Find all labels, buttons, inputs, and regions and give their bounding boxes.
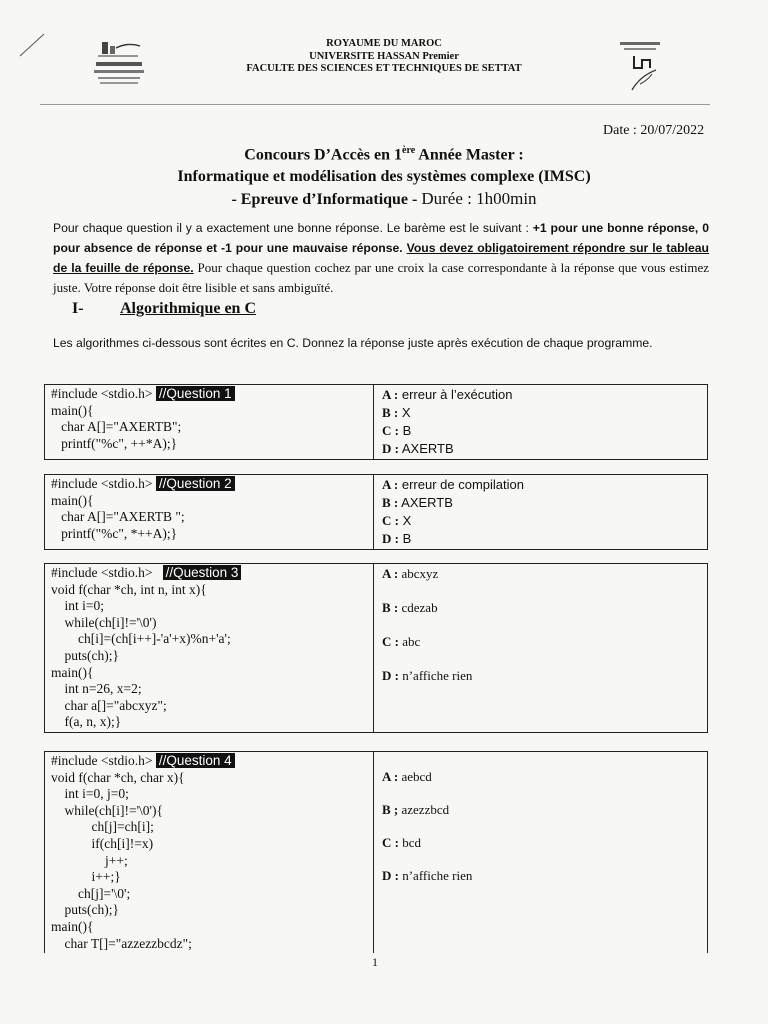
question-label: //Question 4 <box>156 753 235 768</box>
header-divider <box>40 104 710 105</box>
answer-options <box>374 475 708 550</box>
option-a: A : erreur de compilation <box>382 477 524 492</box>
page-number: 1 <box>372 955 378 969</box>
header-line-1: ROYAUME DU MAROC <box>326 38 442 49</box>
option-b: B : AXERTB <box>382 495 453 510</box>
exam-duration: Durée : 1h00min <box>421 189 537 209</box>
question-table <box>44 751 708 953</box>
section-heading: I- Algorithmique en C <box>72 300 256 317</box>
code-block: #include <stdio.h> //Question 1 main(){ char A[]="AXERTB"; printf("%c", ++*A);} <box>45 385 374 460</box>
header-line-3: FACULTE DES SCIENCES ET TECHNIQUES DE SETTAT <box>246 63 522 74</box>
institution-header <box>0 38 768 76</box>
option-d: D : n’affiche rien <box>382 868 473 883</box>
option-c: C : bcd <box>382 835 421 850</box>
option-d: D : B <box>382 531 412 546</box>
option-a: A : erreur à l’exécution <box>382 387 513 402</box>
option-b: B ; azezzbcd <box>382 802 450 817</box>
option-c: C : B <box>382 423 412 438</box>
question-label: //Question 2 <box>156 476 235 491</box>
option-b: B : cdezab <box>382 600 438 615</box>
title-line-3: - Epreuve d’Informatique - Durée : 1h00min <box>231 189 537 209</box>
option-b: B : X <box>382 405 411 420</box>
section-intro: Les algorithmes ci-dessous sont écrites en C. Donnez la réponse juste après exécution de chaque programme. <box>53 336 653 350</box>
header-line-2: UNIVERSITE HASSAN Premier <box>309 50 459 62</box>
exam-date: Date : 20/07/2022 <box>603 123 705 138</box>
answer-options <box>374 385 708 460</box>
title-line-1: Concours D’Accès en 1ère Année Master : <box>244 145 524 164</box>
instructions-paragraph: Pour chaque question il y a exactement une bonne réponse. Le barème est le suivant : +1 pour une bonne réponse, 0 pour absence de réponse et -1 pour une mauvaise réponse. Vous devez obligatoirement répondre sur le tableau de la feuille de réponse. Pour chaque question cochez par une croix la case correspondante à la réponse que vous estimez juste. Votre réponse doit être lisible et sans ambiguïté. <box>53 221 710 295</box>
option-d: D : AXERTB <box>382 441 454 456</box>
option-d: D : n’affiche rien <box>382 668 473 683</box>
question-table <box>44 384 708 460</box>
title-line-2: Informatique et modélisation des systèmes complexe (IMSC) <box>177 168 591 186</box>
code-block: #include <stdio.h> //Question 3 void f(char *ch, int n, int x){ int i=0; while(ch[i]!='\0') ch[i]=(ch[i++]-'a'+x)%n+'a'; puts(ch);} main(){ int n=26, x=2; char a[]="abcxyz"; f(a, n, x);} <box>45 564 374 733</box>
code-block: #include <stdio.h> //Question 2 main(){ char A[]="AXERTB "; printf("%c", *++A);} <box>45 475 374 550</box>
question-table <box>44 474 708 550</box>
question-label: //Question 3 <box>163 565 242 580</box>
question-label: //Question 1 <box>156 386 235 401</box>
option-c: C : abc <box>382 634 421 649</box>
mandatory-answer-note: Vous devez obligatoirement répondre sur le tableau de la feuille de réponse. <box>53 241 709 275</box>
question-table <box>44 563 708 733</box>
answer-options <box>374 752 708 954</box>
code-block: #include <stdio.h> //Question 4 void f(char *ch, char x){ int i=0, j=0; while(ch[i]!='\0'){ ch[j]=ch[i]; if(ch[i]!=x) j++; i++;} ch[j]='\0'; puts(ch);} main(){ char T[]="azzezzbcdz"; <box>45 752 374 954</box>
exam-title-block <box>0 140 768 211</box>
option-a: A : abcxyz <box>382 566 439 581</box>
option-a: A : aebcd <box>382 769 432 784</box>
option-c: C : X <box>382 513 412 528</box>
answer-options <box>374 564 708 733</box>
